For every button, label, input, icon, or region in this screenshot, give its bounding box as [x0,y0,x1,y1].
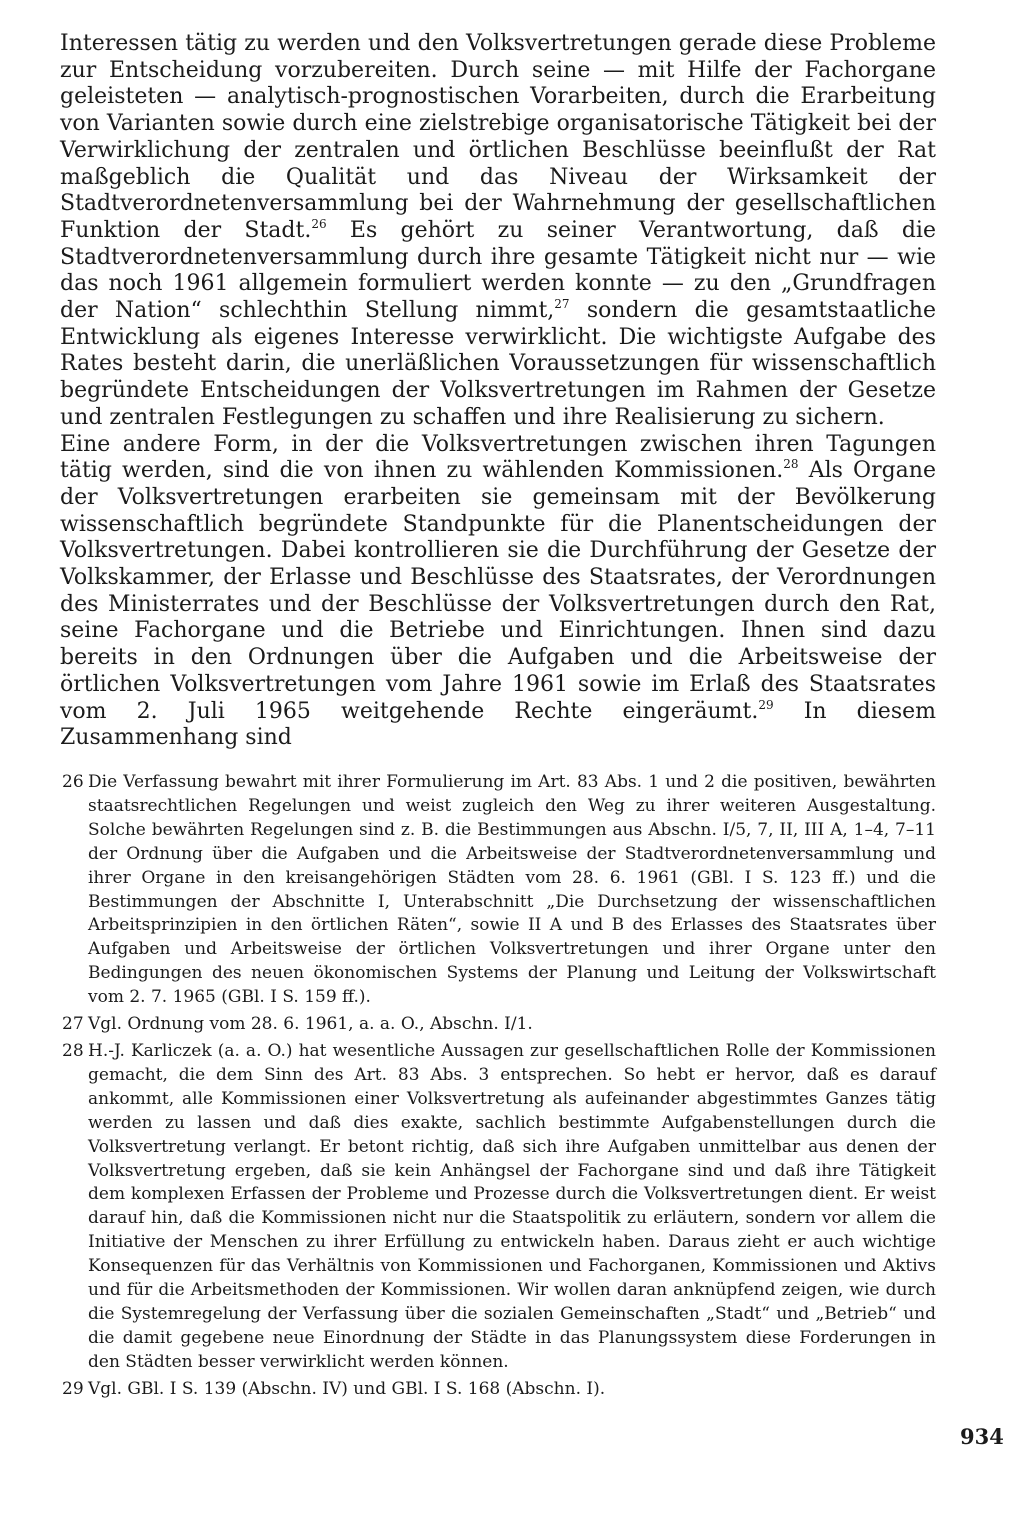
paragraph-2-part-a: Eine andere Form, in der die Volksvertretungen zwischen ihren Tagungen tätig werden, sind die von ihnen zu wählenden Kommissionen. [60,431,936,484]
footnotes [62,771,936,1405]
footnote-text: Die Verfassung bewahrt mit ihrer Formulierung im Art. 83 Abs. 1 und 2 die positiven, bewährten staatsrechtlichen Regelungen und weist zugleich den Weg zu ihrer weiteren Ausgestaltung. Solche bewährten Regelungen sind z. B. die Bestimmungen aus Abschn. I/5, 7, II, III A, 1–4, 7–11 der Ordnung über die Aufgaben und die Arbeitsweise der Stadtverordnetenversammlung und ihrer Organe in den kreisangehörigen Städten vom 28. 6. 1961 (GBl. I S. 123 ff.) und die Bestimmungen der Abschnitte I, Unterabschnitt „Die Durchsetzung der wissenschaftlichen Arbeitsprinzipien in den örtlichen Räten“, sowie II A und B des Erlasses des Staatsrates über Aufgaben und Arbeitsweise der örtlichen Volksvertretungen und ihrer Organe unter den Bedingungen des neuen ökonomischen Systems der Planung und Leitung der Volkswirtschaft vom 2. 7. 1965 (GBl. I S. 159 ff.). [88,772,936,1008]
footnote-26 [62,771,936,1010]
footnote-ref-29[interactable]: 29 [758,697,774,712]
footnote-28 [62,1040,936,1375]
footnote-text: Vgl. Ordnung vom 28. 6. 1961, a. a. O., Abschn. I/1. [88,1014,533,1035]
footnote-ref-26[interactable]: 26 [311,216,327,231]
footnote-number: 26 [62,772,84,792]
paragraph-1 [60,31,936,432]
paragraph-2-part-b: Als Organe der Volksvertretungen erarbeiten sie gemeinsam mit der Bevölkerung wissenschaftlich begründete Standpunkte für die Planentscheidungen der Volksvertretungen. Dabei kontrollieren sie die Durchführung der Gesetze der Volkskammer, der Erlasse und Beschlüsse des Staatsrates, der Verordnungen des Ministerrates und der Beschlüsse der Volksvertretungen durch den Rat, seine Fachorgane und die Betriebe und Einrichtungen. Ihnen sind dazu bereits in den Ordnungen über die Aufgaben und die Arbeitsweise der örtlichen Volksvertretungen vom Jahre 1961 sowie im Erlaß des Staatsrates vom 2. Juli 1965 weitgehende Rechte eingeräumt. [60,458,936,724]
footnote-27 [62,1013,936,1037]
footnote-text: H.-J. Karliczek (a. a. O.) hat wesentliche Aussagen zur gesellschaftlichen Rolle der Kommissionen gemacht, die dem Sinn des Art. 83 Abs. 3 entsprechen. So hebt er hervor, daß es darauf ankommt, alle Kommissionen einer Volksvertretung als aufeinander abgestimmtes Ganzes tätig werden zu lassen und daß dies exakte, sachlich bestimmte Aufgabenstellungen durch die Volksvertretung verlangt. Er betont richtig, daß sich ihre Aufgaben unmittelbar aus denen der Volksvertretung ergeben, daß sie kein Anhängsel der Fachorgane sind und daß ihre Tätigkeit dem komplexen Erfassen der Probleme und Prozesse durch die Volksvertretungen dient. Er weist darauf hin, daß die Kommissionen nicht nur die Staatspolitik zu erläutern, sondern vor allem die Initiative der Menschen zu ihrer Erfüllung zu entwickeln haben. Daraus zieht er auch wichtige Konsequenzen für das Verhältnis von Kommissionen und Fachorganen, Kommissionen und Aktivs und für die Arbeitsmethoden der Kommissionen. Wir wollen daran anknüpfend zeigen, wie durch die Systemregelung der Verfassung über die sozialen Gemeinschaften „Stadt“ und „Betrieb“ und die damit gegebene neue Einordnung der Städte in das Planungssystem diese Forderungen in den Städten besser verwirklicht werden können. [88,1040,936,1372]
page-number: 934 [960,1424,1004,1449]
paragraph-2 [60,432,936,752]
paragraph-1-part-a: Interessen tätig zu werden und den Volksvertretungen gerade diese Probleme zur Entscheidung vorzubereiten. Durch seine — mit Hilfe der Fachorgane geleisteten — analytisch-prognostischen Vorarbeiten, durch die Erarbeitung von Varianten sowie durch eine zielstrebige organisatorische Tätigkeit bei der Verwirklichung der zentralen und örtlichen Beschlüsse beeinflußt der Rat maßgeblich die Qualität und das Niveau der Wirksamkeit der Stadtverordnetenversammlung bei der Wahrnehmung der gesellschaftlichen Funktion der Stadt. [60,31,936,243]
paragraph-1-part-c: sondern die gesamtstaatliche Entwicklung als eigenes Interesse verwirklicht. Die wichtigste Aufgabe des Rates besteht darin, die unerläßlichen Voraussetzungen für wissenschaftlich begründete Entscheidungen der Volksvertretungen im Rahmen der Gesetze und zentralen Festlegungen zu schaffen und ihre Realisierung zu sichern. [60,298,936,430]
footnote-number: 27 [62,1014,84,1035]
main-body-text [60,31,936,752]
footnote-ref-28[interactable]: 28 [783,457,799,472]
footnote-ref-27[interactable]: 27 [554,297,570,312]
paragraph-1-part-b: Es gehört zu seiner Verantwortung, daß die Stadtverordnetenversammlung durch ihre gesamte Tätigkeit nicht nur — wie das noch 1961 allgemein formuliert werden konnte — zu den „Grundfragen der Nation“ schlechthin Stellung nimmt, [60,217,936,324]
footnote-number: 29 [62,1378,84,1399]
footnote-29 [62,1378,936,1402]
footnote-text: Vgl. GBl. I S. 139 (Abschn. IV) und GBl. I S. 168 (Abschn. I). [88,1378,606,1399]
footnote-number: 28 [62,1040,84,1061]
paragraph-2-part-c: In diesem Zusammenhang sind [60,698,936,751]
